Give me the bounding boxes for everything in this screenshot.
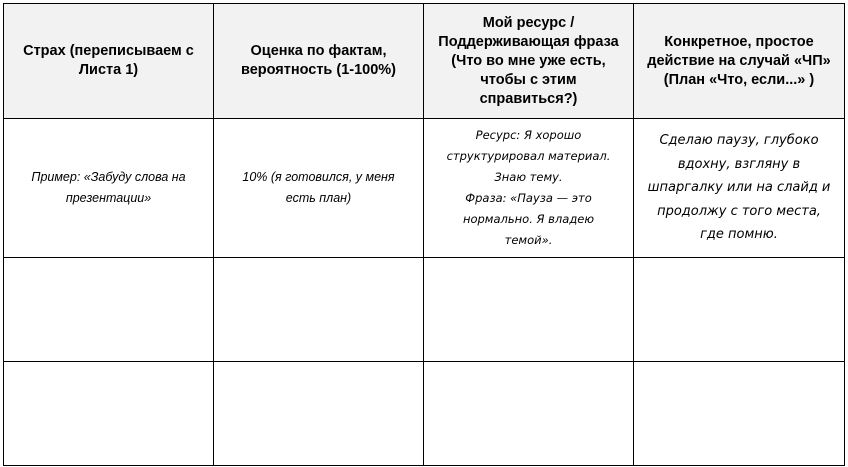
header-action: Конкретное, простое действие на случай «ЧП» (План «Что, если...» ): [634, 4, 845, 119]
example-fear-cell[interactable]: Пример: «Забуду слова на презентации»: [4, 119, 214, 258]
example-resource-cell[interactable]: Ресурс: Я хорошо структурировал материал. Знаю тему. Фраза: «Пауза — это нормально. Я владею темой».: [424, 119, 634, 258]
example-action-cell[interactable]: Сделаю паузу, глубоко вдохну, взгляну в шпаргалку или на слайд и продолжу с того места, где помню.: [634, 119, 845, 258]
empty-action-cell[interactable]: [634, 258, 845, 362]
empty-fear-cell[interactable]: [4, 258, 214, 362]
example-row: [4, 119, 845, 258]
empty-resource-cell[interactable]: [424, 362, 634, 466]
header-resource: Мой ресурс / Поддерживающая фраза (Что во мне уже есть, чтобы с этим справиться?): [424, 4, 634, 119]
header-fear: Страх (переписываем с Листа 1): [4, 4, 214, 119]
empty-row-2: [4, 362, 845, 466]
empty-fear-cell[interactable]: [4, 362, 214, 466]
fear-worksheet-table: [3, 3, 845, 466]
header-row: [4, 4, 845, 119]
header-estimate: Оценка по фактам, вероятность (1-100%): [214, 4, 424, 119]
empty-resource-cell[interactable]: [424, 258, 634, 362]
empty-action-cell[interactable]: [634, 362, 845, 466]
example-estimate-cell[interactable]: 10% (я готовился, у меня есть план): [214, 119, 424, 258]
empty-row-1: [4, 258, 845, 362]
empty-estimate-cell[interactable]: [214, 258, 424, 362]
empty-estimate-cell[interactable]: [214, 362, 424, 466]
